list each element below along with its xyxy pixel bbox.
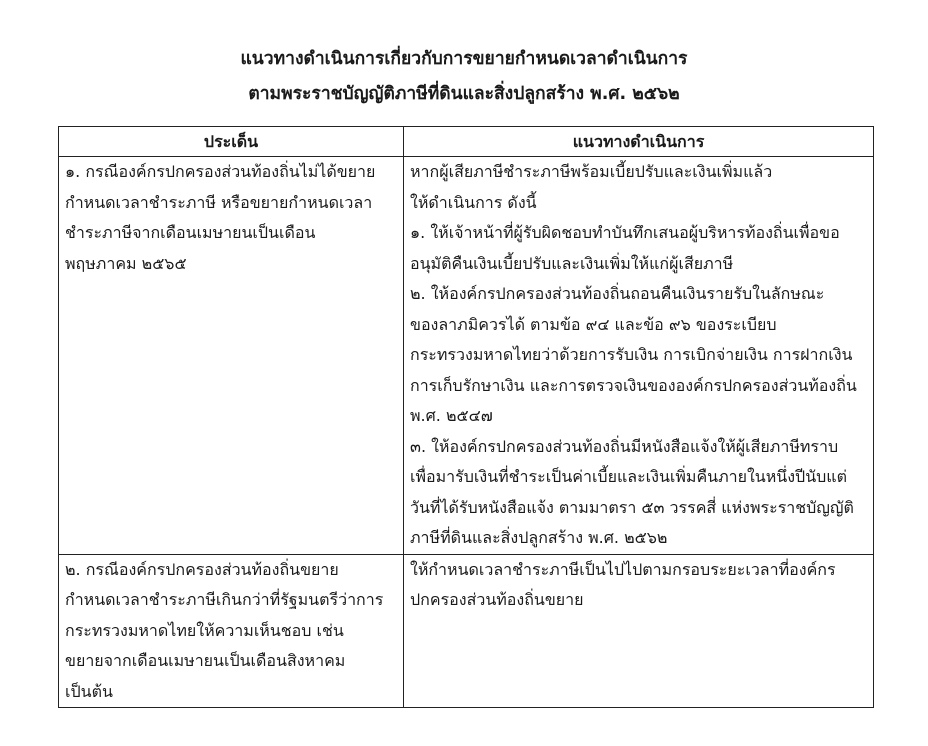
text-line: ชำระภาษีจากเดือนเมษายนเป็นเดือน: [65, 223, 316, 242]
guideline-table: [58, 126, 874, 708]
text-line: พฤษภาคม ๒๕๖๕: [65, 253, 187, 273]
text-line: กระทรวงมหาดไทยว่าด้วยการรับเงิน การเบิกจ่ายเงิน การฝากเงิน: [410, 345, 853, 364]
text-line: ให้ดำเนินการ ดังนี้: [410, 192, 537, 212]
text-line: ขยายจากเดือนเมษายนเป็นเดือนสิงหาคม: [65, 651, 346, 670]
text-line: กำหนดเวลาชำระภาษี หรือขยายกำหนดเวลา: [65, 192, 373, 212]
text-line: ปกครองส่วนท้องถิ่นขยาย: [410, 590, 584, 609]
text-line: เป็นต้น: [65, 681, 113, 701]
title-line-2: ตามพระราชบัญญัติภาษีที่ดินและสิ่งปลูกสร้าง พ.ศ. ๒๕๖๒: [248, 84, 680, 104]
document-title: [0, 42, 928, 112]
header-action: แนวทางดำเนินการ: [404, 127, 874, 157]
issue-text: [65, 555, 397, 708]
text-line: พ.ศ. ๒๕๔๗: [410, 406, 493, 425]
action-cell: [404, 157, 874, 555]
text-line: วันที่ได้รับหนังสือแจ้ง ตามมาตรา ๕๓ วรรคสี่ แห่งพระราชบัญญัติ: [410, 497, 854, 517]
text-line: กระทรวงมหาดไทยให้ความเห็นชอบ เช่น: [65, 620, 344, 640]
text-line: หากผู้เสียภาษีชำระภาษีพร้อมเบี้ยปรับและเงินเพิ่มแล้ว: [410, 162, 773, 181]
text-line: ให้กำหนดเวลาชำระภาษีเป็นไปไปตามกรอบระยะเวลาที่องค์กร: [410, 559, 836, 579]
title-line-1: แนวทางดำเนินการเกี่ยวกับการขยายกำหนดเวลาดำเนินการ: [240, 49, 688, 69]
action-text: [410, 555, 867, 616]
text-line: ภาษีที่ดินและสิ่งปลูกสร้าง พ.ศ. ๒๕๖๒: [410, 528, 668, 547]
table-row: [59, 554, 874, 708]
table-header-row: [59, 127, 874, 157]
text-line: ๓. ให้องค์กรปกครองส่วนท้องถิ่นมีหนังสือแจ้งให้ผู้เสียภาษีทราบ: [410, 436, 839, 456]
issue-text: [65, 157, 397, 279]
text-line: เพื่อมารับเงินที่ชำระเป็นค่าเบี้ยและเงินเพิ่มคืนภายในหนึ่งปีนับแต่: [410, 467, 847, 486]
text-line: ๒. กรณีองค์กรปกครองส่วนท้องถิ่นขยาย: [65, 559, 339, 579]
text-line: ๑. ให้เจ้าหน้าที่ผู้รับผิดชอบทำบันทึกเสนอผู้บริหารท้องถิ่นเพื่อขอ: [410, 223, 840, 242]
text-line: ๒. ให้องค์กรปกครองส่วนท้องถิ่นถอนคืนเงินรายรับในลักษณะ: [410, 284, 825, 303]
text-line: อนุมัติคืนเงินเบี้ยปรับและเงินเพิ่มให้แก่ผู้เสียภาษี: [410, 253, 734, 273]
action-cell: [404, 554, 874, 708]
text-line: ของลาภมิควรได้ ตามข้อ ๙๔ และข้อ ๙๖ ของระเบียบ: [410, 314, 777, 334]
header-issue: ประเด็น: [59, 127, 404, 157]
issue-cell: [59, 157, 404, 555]
text-line: การเก็บรักษาเงิน และการตรวจเงินขององค์กรปกครองส่วนท้องถิ่น: [410, 375, 857, 395]
table-row: [59, 157, 874, 555]
action-text: [410, 157, 867, 554]
text-line: กำหนดเวลาชำระภาษีเกินกว่าที่รัฐมนตรีว่าการ: [65, 590, 384, 609]
issue-cell: [59, 554, 404, 708]
text-line: ๑. กรณีองค์กรปกครองส่วนท้องถิ่นไม่ได้ขยาย: [65, 162, 376, 181]
